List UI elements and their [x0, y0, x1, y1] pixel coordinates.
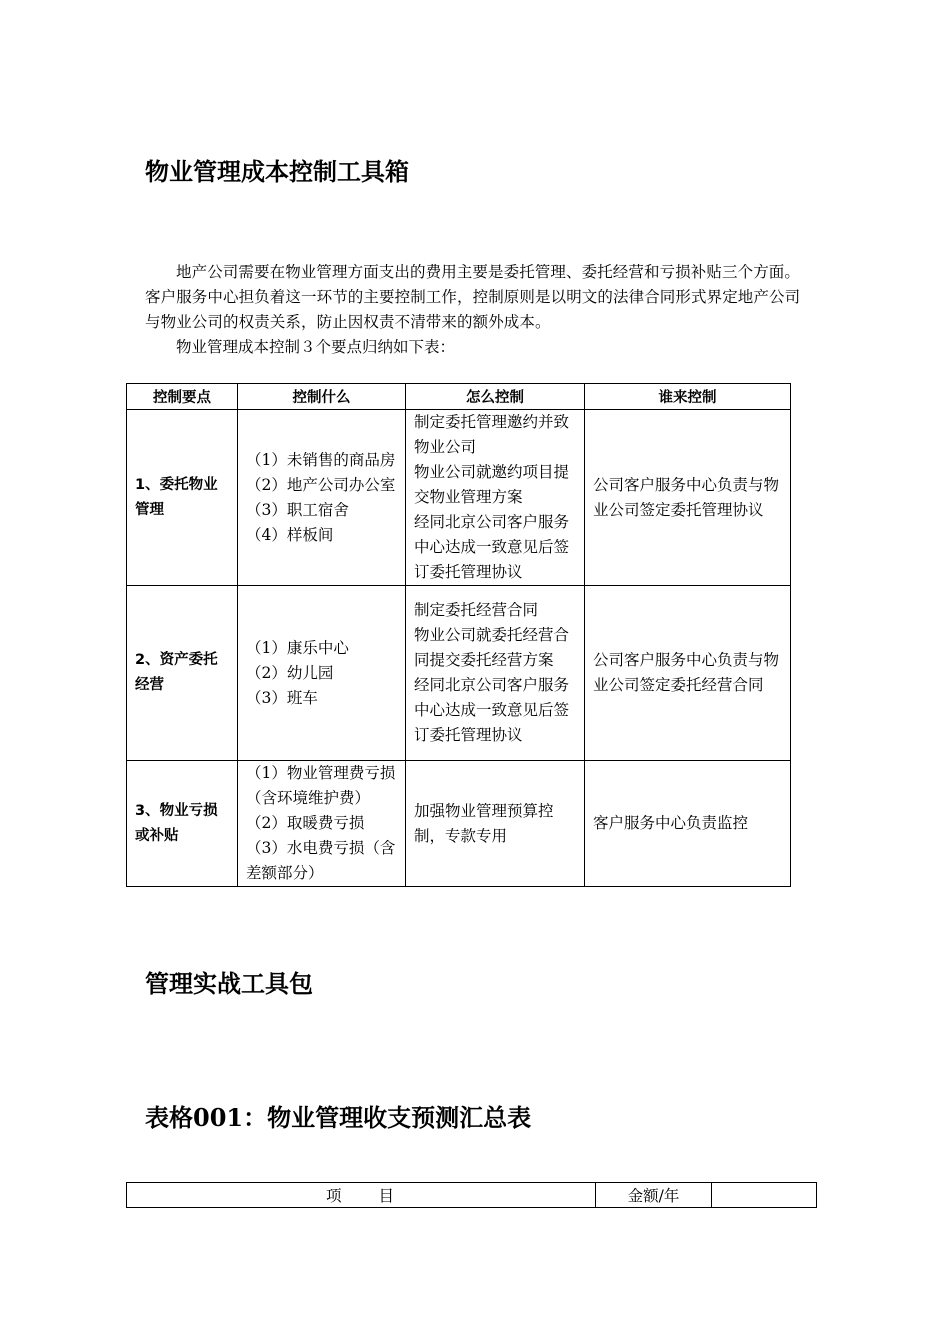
header-control-point: 控制要点	[127, 384, 238, 410]
table-row	[127, 761, 791, 887]
intro-table-lead: 物业管理成本控制３个要点归纳如下表：	[176, 338, 456, 356]
what-item: （4）样板间	[246, 525, 334, 544]
what-item: （2）幼儿园	[246, 663, 334, 682]
intro-paragraph: 地产公司需要在物业管理方面支出的费用主要是委托管理、委托经营和亏损补贴三个方面。客户服务中心担负着这一环节的主要控制工作，控制原则是以明文的法律合同形式界定地产公司与物业公司的权责关系，防止因权责不清带来的额外成本。	[145, 263, 801, 331]
how-item: 物业公司就邀约项目提交物业管理方案	[414, 463, 570, 506]
how-item: 加强物业管理预算控制，专款专用	[414, 801, 554, 845]
row-how	[406, 761, 585, 887]
header-item: 项 目	[127, 1183, 596, 1208]
revenue-expense-summary-table	[126, 1182, 817, 1208]
what-item: （2）地产公司办公室	[246, 475, 396, 494]
row-what	[238, 410, 406, 586]
table-header-row	[127, 384, 791, 410]
who-text: 客户服务中心负责监控	[593, 814, 749, 832]
who-text: 公司客户服务中心负责与物业公司签定委托经营合同	[593, 651, 780, 694]
row-control-point: 2、资产委托经营	[127, 586, 238, 761]
row-control-point: 1、委托物业管理	[127, 410, 238, 586]
section-title-toolkit: 管理实战工具包	[145, 970, 313, 998]
header-who: 谁来控制	[585, 384, 791, 410]
how-item: 物业公司就委托经营合同提交委托经营方案	[414, 626, 570, 669]
row-how	[406, 410, 585, 586]
how-item: 制定委托管理邀约并致物业公司	[414, 413, 570, 456]
row-how	[406, 586, 585, 761]
table-row	[127, 586, 791, 761]
control-points-table	[126, 383, 791, 887]
what-item: （3）班车	[246, 688, 318, 707]
row-who	[585, 410, 791, 586]
who-text: 公司客户服务中心负责与物业公司签定委托管理协议	[593, 475, 780, 519]
what-item: （3）水电费亏损（含差额部分）	[246, 839, 396, 882]
page-title: 物业管理成本控制工具箱	[145, 158, 409, 186]
row-what	[238, 761, 406, 887]
what-item: （2）取暖费亏损	[246, 814, 365, 832]
what-item: （1）康乐中心	[246, 638, 349, 657]
header-amount: 金额/年	[596, 1183, 712, 1208]
what-item: （3）职工宿舍	[246, 500, 349, 519]
what-item: （1）物业管理费亏损（含环境维护费）	[246, 764, 396, 807]
how-item: 制定委托经营合同	[414, 601, 539, 619]
how-item: 经同北京公司客户服务中心达成一致意见后签订委托管理协议	[414, 676, 570, 744]
header-blank	[712, 1183, 817, 1208]
row-control-point: 3、物业亏损或补贴	[127, 761, 238, 887]
row-who	[585, 586, 791, 761]
section-title-table-001: 表格001：物业管理收支预测汇总表	[145, 1103, 532, 1132]
row-who	[585, 761, 791, 887]
how-item: 经同北京公司客户服务中心达成一致意见后签订委托管理协议	[414, 513, 570, 581]
table-row	[127, 410, 791, 586]
row-what	[238, 586, 406, 761]
table-header-row	[127, 1183, 817, 1208]
header-what: 控制什么	[238, 384, 406, 410]
what-item: （1）未销售的商品房	[246, 450, 396, 469]
header-how: 怎么控制	[406, 384, 585, 410]
